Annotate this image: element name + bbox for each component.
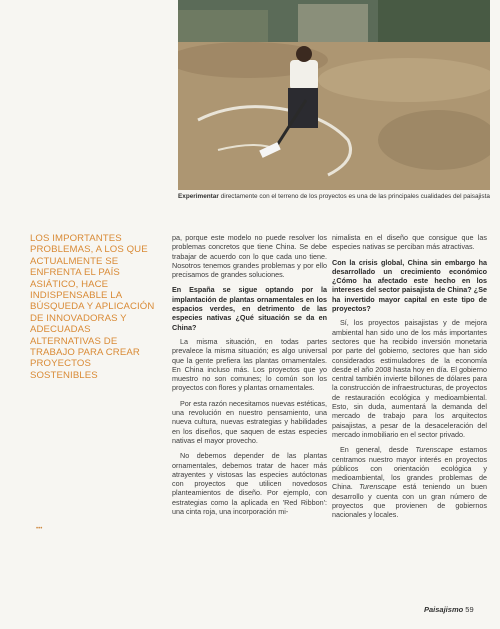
column1-question-1: En España se sigue optando por la implantación de plantas ornamentales en los espacios verdes, en detrimento de las especies nativas ¿Qué situación se da en China? [172,285,327,332]
column2-p3-b: estamos centramos nuestro mayor interés en proyectos públicos con orientación ecológica y medioambiental, los grandes problemas de China. [332,445,487,492]
column2-paragraph-3 [332,445,487,519]
article-column-1 [172,233,327,522]
caption-text: directamente con el terreno de los proyectos es una de las principales cualidades del paisajista [218,193,490,200]
column2-p3-a: En general, desde [340,445,416,455]
photo-worker-marking-ground [178,0,490,190]
decorative-mark: ••• [36,526,43,532]
column1-paragraph-1: pa, porque este modelo no puede resolver los problemas concretos que tiene China. Se debe trabajar de acuerdo con lo que cada uno tiene. Nosotros tenemos grandes problemas y por ello precisamos de grandes soluciones. [172,233,327,280]
column2-paragraph-1: nimalista en el diseño que consigue que las especies nativas se perciban más atractivas. [332,233,487,252]
column2-question-1: Con la crisis global, China sin embargo ha desarrollado un crecimiento económico ¿Cómo ha afectado este hecho en los intereses del sector paisajista de China? ¿Se ha invertido mayor capital en este tipo de proyectos? [332,257,487,314]
pull-quote: LOS IMPORTANTES PROBLEMAS, A LOS QUE ACTUALMENTE SE ENFRENTA EL PAÍS ASIÁTICO, HACE INDISPENSABLE LA BÚSQUEDA Y APLICACIÓN DE INNOVADORAS Y ADECUADAS ALTERNATIVAS DE TRABAJO PARA CREAR PROYECTOS SOSTENIBLES [30,233,155,381]
column1-paragraph-2: La misma situación, en todas partes prevalece la misma situación; es algo universal que la gente prefiera las plantas ornamentales. En China incluso más. Los proyectos que yo muestro no son comunes; lo común son los proyectos con flores y plantas ornamentales. [172,336,327,393]
article-column-2 [332,233,487,526]
caption-bold: Experimentar [178,193,219,200]
column2-paragraph-2: Sí, los proyectos paisajistas y de mejora ambiental han sido uno de los más importantes sectores que ha recibido inversión monetaria por parte del gobierno, sectores que han sido considerados estimuladores de la economía desde el año 2008 hasta hoy en día. El gobierno central también invierte billones de dólares para la construcción de infraestructuras, de proyectos de restauración ecológica y medioambiental. Esto, sin duda, aumentará la demanda del mercado de trabajo para los arquitectos paisajistas, a pesar de la desaceleración del mercado inmobiliario en el sector privado. [332,318,487,439]
column2-p3-em2: Turenscape [359,482,397,492]
photo-caption [178,193,490,201]
column1-paragraph-4: No debemos depender de las plantas ornamentales, debemos tratar de hacer más atrayentes y vistosas las especies autóctonas con proyectos que utilicen novedosos planteamientos de diseño. Por ejemplo, con estrategias como la aplicada en 'Red Ribbon': una cinta roja, una incorporación mi- [172,451,327,517]
column2-p3-em: Turenscape [415,445,453,455]
photo-illustration [178,0,490,190]
page-footer [424,605,474,614]
column2-p3-c: está teniendo un buen desarrollo y cuenta con un gran número de proyectos que provienen de gobiernos nacionales y locales. [332,482,487,520]
footer-brand: Paisajismo [424,605,464,614]
column1-paragraph-3: Por esta razón necesitamos nuevas estéticas, una revolución en nuestro pensamiento, una nueva cultura, nuevas estrategias y habilidades en los diseños, que saquen de estas especies nativas el mayor provecho. [172,398,327,445]
page-number: 59 [465,605,474,614]
